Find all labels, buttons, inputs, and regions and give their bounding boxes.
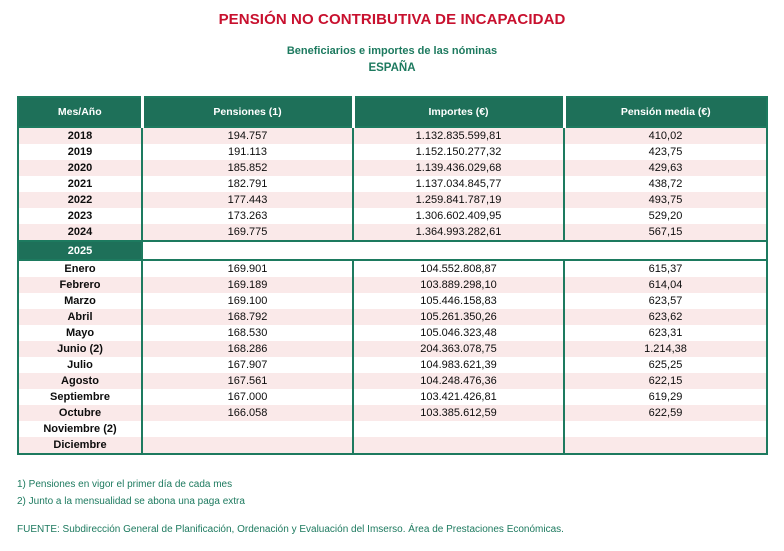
cell-pensiones: 169.775 xyxy=(142,224,353,241)
cell-pension-media: 623,62 xyxy=(564,309,767,325)
cell-pension-media: 619,29 xyxy=(564,389,767,405)
table-row xyxy=(18,160,767,176)
column-header-pension-media: Pensión media (€) xyxy=(564,97,767,127)
column-header-mes-ano: Mes/Año xyxy=(18,97,142,127)
cell-pension-media: 1.214,38 xyxy=(564,341,767,357)
year-label: 2020 xyxy=(18,160,142,176)
cell-pensiones: 167.000 xyxy=(142,389,353,405)
year-label: 2024 xyxy=(18,224,142,241)
cell-pensiones xyxy=(142,437,353,454)
month-label: Noviembre (2) xyxy=(18,421,142,437)
cell-pensiones: 168.792 xyxy=(142,309,353,325)
table-section-row xyxy=(18,241,767,260)
month-label: Junio (2) xyxy=(18,341,142,357)
cell-pensiones: 166.058 xyxy=(142,405,353,421)
cell-pension-media: 623,57 xyxy=(564,293,767,309)
footnote-1: 1) Pensiones en vigor el primer día de cada mes xyxy=(17,479,233,490)
cell-pension-media xyxy=(564,421,767,437)
cell-importes: 1.132.835.599,81 xyxy=(353,127,564,144)
cell-importes: 105.261.350,26 xyxy=(353,309,564,325)
month-label: Agosto xyxy=(18,373,142,389)
cell-importes: 103.421.426,81 xyxy=(353,389,564,405)
year-label: 2023 xyxy=(18,208,142,224)
cell-importes: 1.139.436.029,68 xyxy=(353,160,564,176)
cell-pensiones: 177.443 xyxy=(142,192,353,208)
source-text: FUENTE: Subdirección General de Planificación, Ordenación y Evaluación del Imserso. Área de Prestaciones Económicas. xyxy=(17,524,564,535)
table-row xyxy=(18,341,767,357)
cell-pension-media: 625,25 xyxy=(564,357,767,373)
cell-pensiones: 185.852 xyxy=(142,160,353,176)
table-header-row xyxy=(18,97,767,127)
month-label: Abril xyxy=(18,309,142,325)
page-subtitle: Beneficiarios e importes de las nóminas xyxy=(286,45,498,57)
table-row xyxy=(18,176,767,192)
year-label: 2018 xyxy=(18,127,142,144)
month-label: Marzo xyxy=(18,293,142,309)
column-header-pensiones: Pensiones (1) xyxy=(142,97,353,127)
table-row xyxy=(18,224,767,241)
footnotes xyxy=(17,476,766,510)
table-row xyxy=(18,127,767,144)
cell-pension-media: 622,59 xyxy=(564,405,767,421)
month-label: Mayo xyxy=(18,325,142,341)
month-label: Diciembre xyxy=(18,437,142,454)
cell-pensiones xyxy=(142,421,353,437)
table-header xyxy=(18,97,767,127)
cell-pensiones: 167.561 xyxy=(142,373,353,389)
cell-pensiones: 194.757 xyxy=(142,127,353,144)
table-row xyxy=(18,309,767,325)
cell-importes: 1.259.841.787,19 xyxy=(353,192,564,208)
table-row xyxy=(18,293,767,309)
footnote-2: 2) Junto a la mensualidad se abona una paga extra xyxy=(17,496,245,507)
cell-importes: 1.364.993.282,61 xyxy=(353,224,564,241)
year-label: 2021 xyxy=(18,176,142,192)
cell-pension-media: 623,31 xyxy=(564,325,767,341)
table-row xyxy=(18,421,767,437)
cell-importes: 104.248.476,36 xyxy=(353,373,564,389)
cell-pension-media: 410,02 xyxy=(564,127,767,144)
table-row xyxy=(18,192,767,208)
page-title: PENSIÓN NO CONTRIBUTIVA DE INCAPACIDAD xyxy=(218,11,566,28)
table-row xyxy=(18,405,767,421)
table-row xyxy=(18,373,767,389)
cell-pensiones: 167.907 xyxy=(142,357,353,373)
month-label: Julio xyxy=(18,357,142,373)
cell-pensiones: 169.100 xyxy=(142,293,353,309)
table-row xyxy=(18,260,767,277)
cell-importes: 1.306.602.409,95 xyxy=(353,208,564,224)
cell-importes: 1.152.150.277,32 xyxy=(353,144,564,160)
cell-pensiones: 168.530 xyxy=(142,325,353,341)
table-row xyxy=(18,357,767,373)
cell-pension-media: 438,72 xyxy=(564,176,767,192)
cell-pensiones: 173.263 xyxy=(142,208,353,224)
cell-importes xyxy=(353,421,564,437)
table-row xyxy=(18,144,767,160)
cell-importes: 104.552.808,87 xyxy=(353,260,564,277)
month-label: Octubre xyxy=(18,405,142,421)
month-label: Febrero xyxy=(18,277,142,293)
cell-pensiones: 168.286 xyxy=(142,341,353,357)
table-row xyxy=(18,325,767,341)
cell-pension-media: 493,75 xyxy=(564,192,767,208)
cell-importes: 1.137.034.845,77 xyxy=(353,176,564,192)
cell-pensiones: 169.901 xyxy=(142,260,353,277)
cell-pension-media: 615,37 xyxy=(564,260,767,277)
cell-importes: 103.889.298,10 xyxy=(353,277,564,293)
cell-pension-media: 529,20 xyxy=(564,208,767,224)
cell-pension-media: 423,75 xyxy=(564,144,767,160)
cell-pensiones: 191.113 xyxy=(142,144,353,160)
column-header-importes: Importes (€) xyxy=(353,97,564,127)
cell-importes: 105.046.323,48 xyxy=(353,325,564,341)
pensions-table-container xyxy=(17,96,766,455)
cell-pension-media: 622,15 xyxy=(564,373,767,389)
table-body-section xyxy=(18,241,767,260)
year-label: 2019 xyxy=(18,144,142,160)
cell-pensiones: 182.791 xyxy=(142,176,353,192)
cell-importes: 204.363.078,75 xyxy=(353,341,564,357)
cell-importes xyxy=(353,437,564,454)
table-body-years xyxy=(18,127,767,241)
table-row xyxy=(18,389,767,405)
cell-pension-media: 429,63 xyxy=(564,160,767,176)
table-row xyxy=(18,437,767,454)
cell-pension-media: 567,15 xyxy=(564,224,767,241)
month-label: Septiembre xyxy=(18,389,142,405)
cell-pensiones: 169.189 xyxy=(142,277,353,293)
table-body-months xyxy=(18,260,767,454)
title-block xyxy=(0,0,784,76)
section-blank-cell xyxy=(142,241,767,260)
cell-pension-media xyxy=(564,437,767,454)
page-region: ESPAÑA xyxy=(368,62,416,74)
cell-importes: 103.385.612,59 xyxy=(353,405,564,421)
pensions-table xyxy=(17,96,768,455)
month-label: Enero xyxy=(18,260,142,277)
cell-importes: 105.446.158,83 xyxy=(353,293,564,309)
table-row xyxy=(18,208,767,224)
section-year-label: 2025 xyxy=(18,241,142,260)
cell-pension-media: 614,04 xyxy=(564,277,767,293)
cell-importes: 104.983.621,39 xyxy=(353,357,564,373)
year-label: 2022 xyxy=(18,192,142,208)
table-row xyxy=(18,277,767,293)
